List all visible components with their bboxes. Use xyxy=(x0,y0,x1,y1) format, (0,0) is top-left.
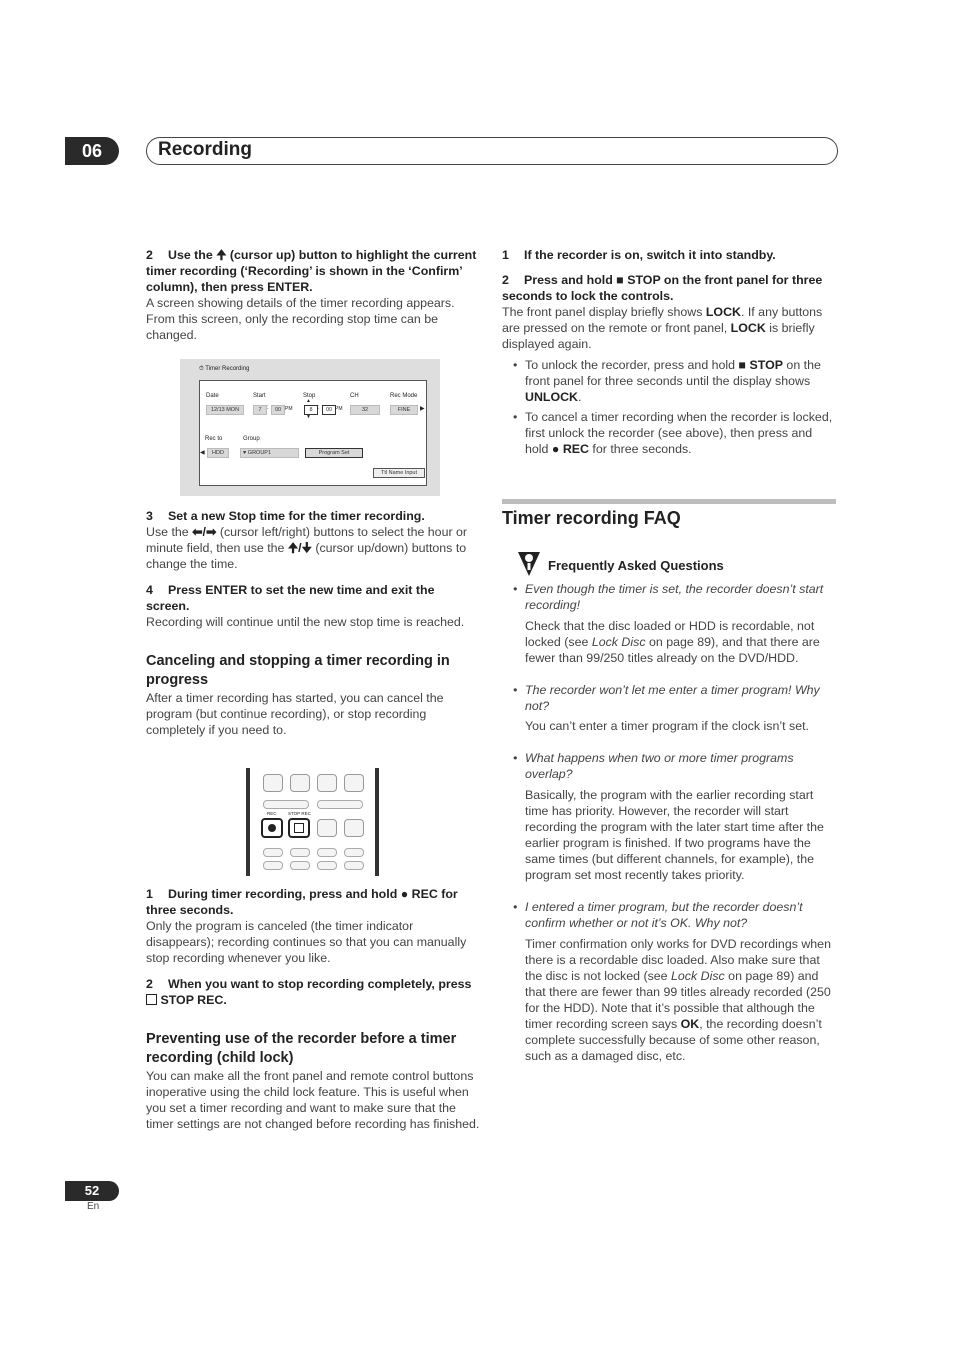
faq-icon xyxy=(518,552,540,576)
record-dot-icon: ● xyxy=(400,887,409,901)
timer-recording-screen-title: ⏱ Timer Recording xyxy=(199,366,250,372)
right-column-top xyxy=(502,247,838,457)
stop-square-filled-icon: ■ xyxy=(738,358,747,372)
faq-answer-4: Timer confirmation only works for DVD recordings when there is a recordable disc loaded. Also make sure that the disc is not locked (see Lock Disc on page 89) and that there are fewer than 99 titles already recorded (250 for the HDD). Note that it’s possible that although the timer recording screen says OK, the recording doesn’t complete successfully because of some other reason, such as a damaged disc, etc. xyxy=(525,937,831,1063)
label-rec-to: Rec to xyxy=(205,436,223,442)
group-field: ♥ GROUP1 xyxy=(240,448,299,458)
cancel-when-locked-bullet: • To cancel a timer recording when the recorder is locked, first unlock the recorder (see above), then press and hold ● REC for three seconds. xyxy=(502,409,838,457)
stop-icon xyxy=(294,823,304,833)
record-dot-icon: ● xyxy=(551,442,560,456)
step-2-body: A screen showing details of the timer recording appears. From this screen, only the recording stop time can be changed. xyxy=(146,296,455,342)
cursor-left-right-icon: ⬅/➡ xyxy=(192,525,217,539)
unlock-bullet: • To unlock the recorder, press and hold ■ STOP on the front panel for three seconds until the display shows UNLOCK. xyxy=(502,357,838,405)
channel-field: 32 xyxy=(350,405,380,415)
right-arrow-icon: ▶ xyxy=(420,406,425,412)
faq-question-1: • Even though the timer is set, the recorder doesn’t start recording! xyxy=(502,581,838,613)
faq-answer-2: You can’t enter a timer program if the clock isn’t set. xyxy=(525,719,809,733)
faq-heading: Timer recording FAQ xyxy=(502,508,681,528)
faq-question-3: • What happens when two or more timer programs overlap? xyxy=(502,750,838,782)
start-ampm: PM xyxy=(285,406,293,412)
chapter-title: Recording xyxy=(158,139,252,160)
start-minute-field: 00 xyxy=(271,405,285,415)
cancel-step-1-title: 1 During timer recording, press and hold ● REC for three seconds. xyxy=(146,887,458,917)
language-label: En xyxy=(87,1201,100,1212)
cancel-step-2-title: 2 When you want to stop recording completely, press STOP REC. xyxy=(146,977,472,1007)
stop-rec-label: STOP REC xyxy=(288,811,311,816)
rec-to-field: HDD xyxy=(207,448,229,458)
lock-step-1-title: 1 If the recorder is on, switch it into standby. xyxy=(502,248,776,262)
stop-rec-button[interactable] xyxy=(288,818,310,838)
faq-list xyxy=(502,581,838,1064)
faq-question-2: • The recorder won’t let me enter a timer program! Why not? xyxy=(502,682,838,714)
cancel-step-1-body: Only the program is canceled (the timer indicator disappears); recording continues so that you can manually stop recording whenever you like. xyxy=(146,919,467,965)
faq-subheading: Frequently Asked Questions xyxy=(548,558,724,573)
page-number: 52 xyxy=(65,1181,119,1201)
section-divider xyxy=(502,499,836,504)
child-lock-body: You can make all the front panel and remote control buttons inoperative using the child lock feature. This is useful when you set a timer recording and want to make sure that the timer settings are not changed before recording has finished. xyxy=(146,1069,480,1131)
cancel-body: After a timer recording has started, you can cancel the program (but continue recording), or stop recording completely if you need to. xyxy=(146,691,444,737)
stop-up-arrow-icon: ▲ xyxy=(306,398,311,404)
record-icon xyxy=(268,824,276,832)
lock-step-2-body: The front panel display briefly shows LOCK. If any buttons are pressed on the remote or front panel, LOCK is briefly displayed again. xyxy=(502,305,823,351)
stop-square-filled-icon: ■ xyxy=(616,273,624,287)
step-4-title: 4 Press ENTER to set the new time and exit the screen. xyxy=(146,583,435,613)
step-3-body: Use the ⬅/➡ (cursor left/right) buttons to select the hour or minute field, then use the 🠉/🠋 (cursor up/down) buttons to change the time. xyxy=(146,525,468,571)
lock-step-2-title: 2 Press and hold ■ STOP on the front panel for three seconds to lock the controls. xyxy=(502,273,823,303)
timer-icon: ⏱ xyxy=(199,366,204,372)
label-stop: Stop xyxy=(303,393,316,399)
stop-down-arrow-icon: ▼ xyxy=(306,414,311,420)
program-set-button[interactable]: Program Set xyxy=(305,448,363,458)
rec-mode-field: FINE xyxy=(390,405,418,415)
chapter-number: 06 xyxy=(65,137,119,165)
cancel-heading: Canceling and stopping a timer recording in progress xyxy=(146,653,450,688)
step-4-body: Recording will continue until the new stop time is reached. xyxy=(146,615,465,629)
ttl-name-input-button[interactable]: Ttl Name Input xyxy=(373,468,425,478)
stop-minute-field[interactable]: 00 xyxy=(322,405,336,415)
faq-question-4: • I entered a timer program, but the recorder doesn’t confirm whether or not it’s OK. Why not? xyxy=(502,899,838,931)
date-field: 12/13 MON xyxy=(206,405,244,415)
faq-answer-3: Basically, the program with the earlier recording start time has priority. However, the recorder will start recording the program with the later start time after the earlier program is finished. If two programs have the same times (but different channels, for example), the program set most recently takes priority. xyxy=(525,788,824,882)
step-2-title: 2 Use the 🠉 (cursor up) button to highlight the current timer recording (‘Recording’ is shown in the ‘Confirm’ column), then press ENTER. xyxy=(146,248,477,294)
heart-icon: ♥ xyxy=(243,450,247,456)
step-3-title: 3 Set a new Stop time for the timer recording. xyxy=(146,509,425,523)
label-start: Start xyxy=(253,393,266,399)
stop-hour-field[interactable]: 8 xyxy=(304,405,318,415)
rec-button[interactable] xyxy=(261,818,283,838)
left-arrow-icon: ◀ xyxy=(200,450,205,456)
left-column-bottom xyxy=(146,886,480,1132)
faq-answer-1: Check that the disc loaded or HDD is recordable, not locked (see Lock Disc on page 89), and that there are fewer than 99/250 titles already on the DVD/HDD. xyxy=(525,619,820,665)
stop-ampm: PM xyxy=(335,406,343,412)
label-ch: CH xyxy=(350,393,359,399)
start-hour-field: 7 xyxy=(253,405,267,415)
left-column-top xyxy=(146,247,478,343)
label-rec-mode: Rec Mode xyxy=(390,393,418,399)
stop-square-icon xyxy=(146,994,157,1005)
left-column-mid xyxy=(146,508,480,738)
label-date: Date xyxy=(206,393,219,399)
rec-label: REC xyxy=(267,811,277,816)
remote-illustration xyxy=(246,768,379,876)
cursor-up-icon: 🠉 xyxy=(216,248,227,262)
child-lock-heading: Preventing use of the recorder before a timer recording (child lock) xyxy=(146,1031,457,1066)
label-group: Group xyxy=(243,436,260,442)
cursor-up-down-icon: 🠉/🠋 xyxy=(287,541,312,555)
